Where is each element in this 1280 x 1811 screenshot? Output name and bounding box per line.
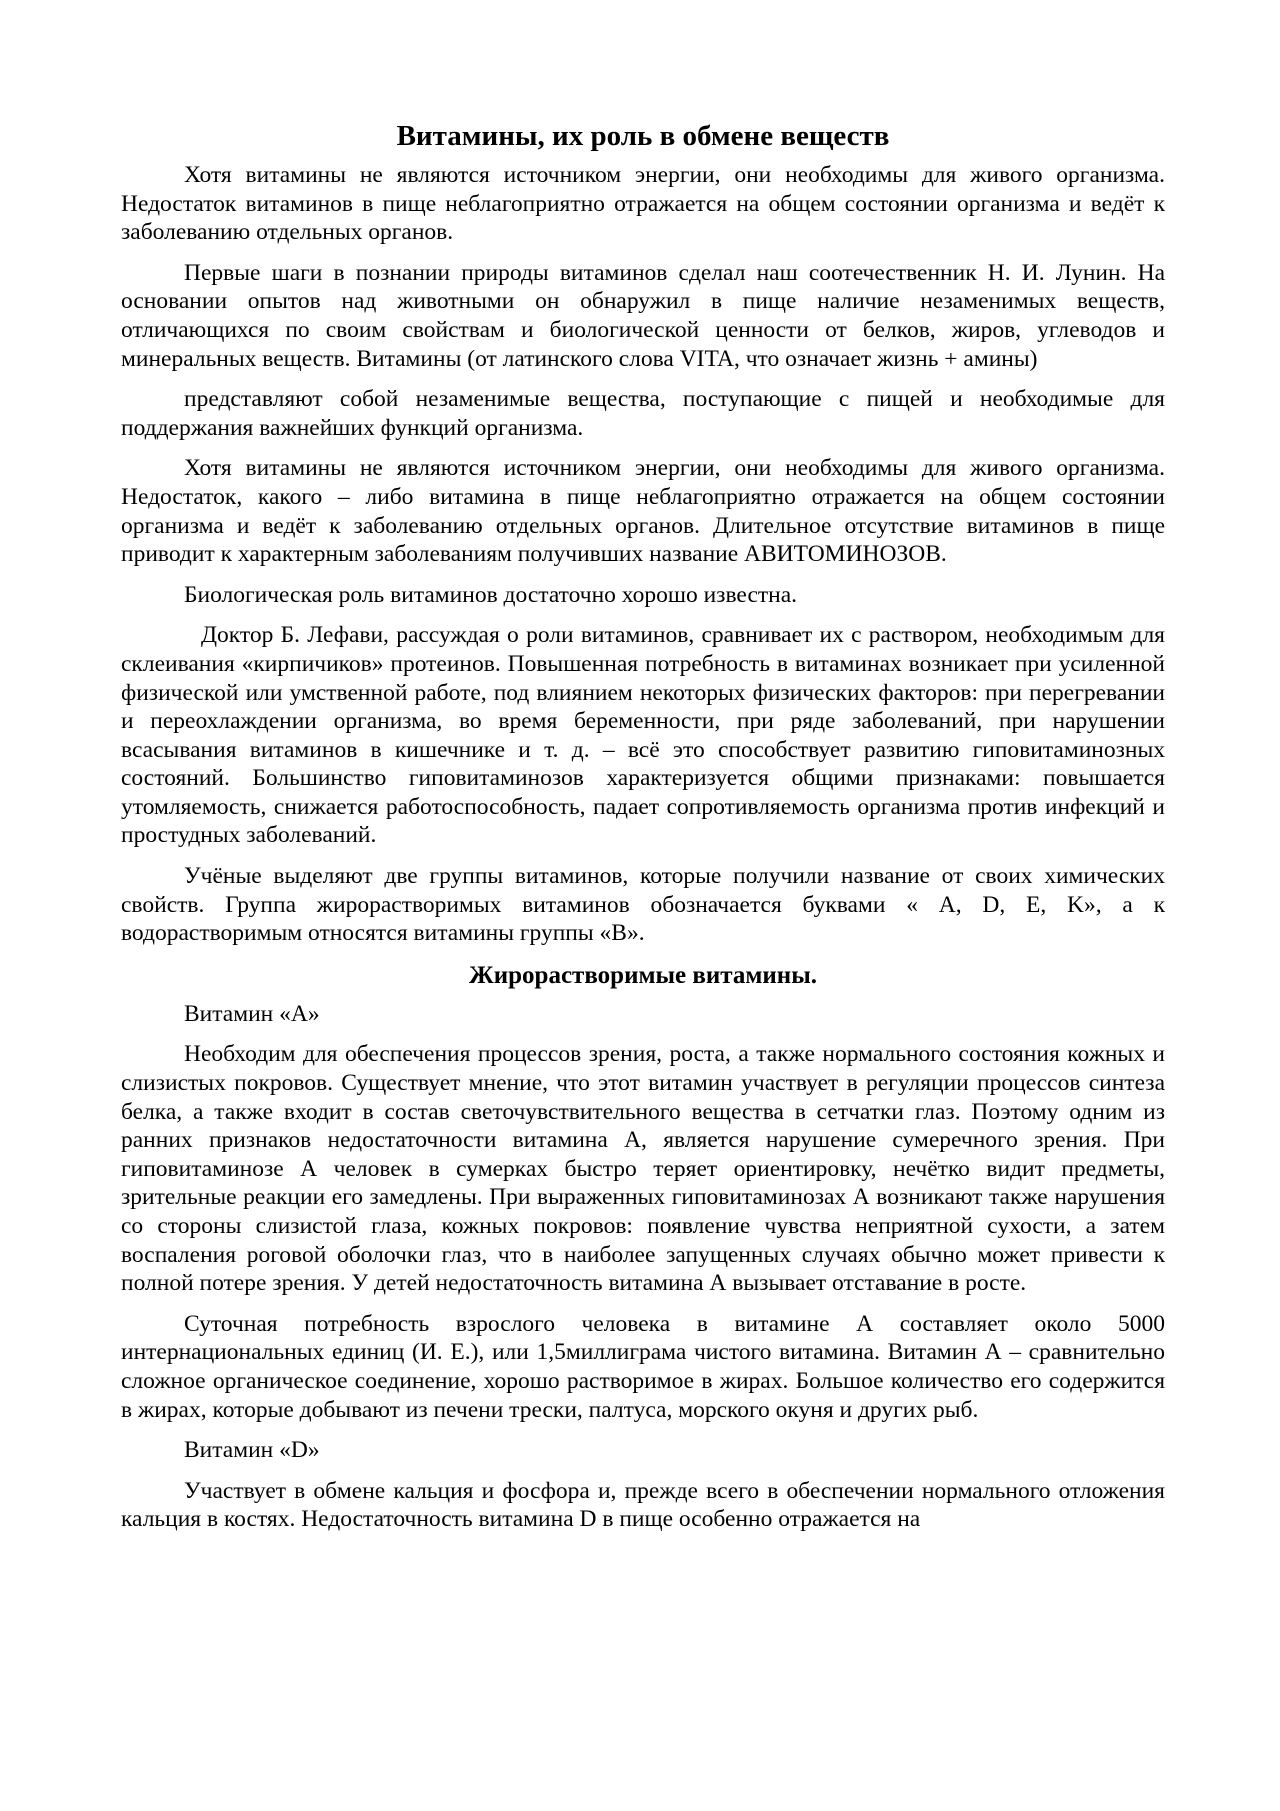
paragraph: Хотя витамины не являются источником энергии, они необходимы для живого организма. Недостаток, какого – либо витамина в пище неблагоприятно отражается на общем состоянии организма и ведёт к заболеванию отдельных органов. Длительное отсутствие витаминов в пище приводит к характерным заболеваниям получивших название АВИТОМИНОЗОВ.: [121, 455, 1165, 568]
paragraph: Доктор Б. Лефави, рассуждая о роли витаминов, сравнивает их с раствором, необходимым для склеивания «кирпичиков» протеинов. Повышенная потребность в витаминах возникает при усиленной физической или умственной работе, под влиянием некоторых физических факторов: при перегревании и переохлаждении организма, во время беременности, при ряде заболеваний, при нарушении всасывания витаминов в кишечнике и т. д. – всё это способствует развитию гиповитаминозных состояний. Большинство гиповитаминозов характеризуется общими признаками: повышается утомляемость, снижается работоспособность, падает сопротивляемость организма против инфекций и простудных заболеваний.: [121, 622, 1165, 849]
paragraph: Суточная потребность взрослого человека в витамине А составляет около 5000 интернациональных единиц (И. Е.), или 1,5миллиграма чистого витамина. Витамин А – сравнительно сложное органическое соединение, хорошо растворимое в жирах. Большое количество его содержится в жирах, которые добывают из печени трески, палтуса, морского окуня и других рыб.: [121, 1310, 1165, 1423]
paragraph: представляют собой незаменимые вещества, поступающие с пищей и необходимые для поддержания важнейших функций организма.: [121, 386, 1165, 441]
vitamin-d-heading: Витамин «D»: [184, 1437, 320, 1464]
paragraph: Биологическая роль витаминов достаточно хорошо известна.: [184, 581, 798, 608]
paragraph: Участвует в обмене кальция и фосфора и, прежде всего в обеспечении нормального отложения кальция в костях. Недостаточность витамина D в пище особенно отражается на: [121, 1477, 1165, 1533]
document-body: [121, 118, 1165, 1546]
document-title: Витамины, их роль в обмене веществ: [396, 120, 890, 152]
section-title: Жирорастворимые витамины.: [469, 961, 817, 989]
paragraph: Первые шаги в познании природы витаминов сделал наш соотечественник Н. И. Лунин. На основании опытов над животными он обнаружил в пище наличие незаменимых веществ, отличающихся по своим свойствам и биологической ценности от белков, жиров, углеводов и минеральных веществ. Витамины (от латинского слова VITA, что означает жизнь + амины): [121, 259, 1165, 372]
paragraph: Учёные выделяют две группы витаминов, которые получили название от своих химических свойств. Группа жирорастворимых витаминов обозначается буквами « A, D, E, K», а к водорастворимым относятся витамины группы «B».: [121, 863, 1165, 947]
vitamin-a-heading: Витамин «А»: [184, 1000, 320, 1027]
paragraph: Хотя витамины не являются источником энергии, они необходимы для живого организма. Недостаток витаминов в пище неблагоприятно отражается на общем состоянии организма и ведёт к заболеванию отдельных органов.: [121, 162, 1165, 246]
paragraph: Необходим для обеспечения процессов зрения, роста, а также нормального состояния кожных и слизистых покровов. Существует мнение, что этот витамин участвует в регуляции процессов синтеза белка, а также входит в состав светочувствительного вещества в сетчатки глаз. Поэтому одним из ранних признаков недостаточности витамина А, является нарушение сумеречного зрения. При гиповитаминозе А человек в сумерках быстро теряет ориентировку, нечётко видит предметы, зрительные реакции его замедлены. При выраженных гиповитаминозах А возникают также нарушения со стороны слизистой глаза, кожных покровов: появление чувства неприятной сухости, а затем воспаления роговой оболочки глаз, что в наиболее запущенных случаях обычно может привести к полной потере зрения. У детей недостаточность витамина А вызывает отставание в росте.: [121, 1041, 1165, 1297]
